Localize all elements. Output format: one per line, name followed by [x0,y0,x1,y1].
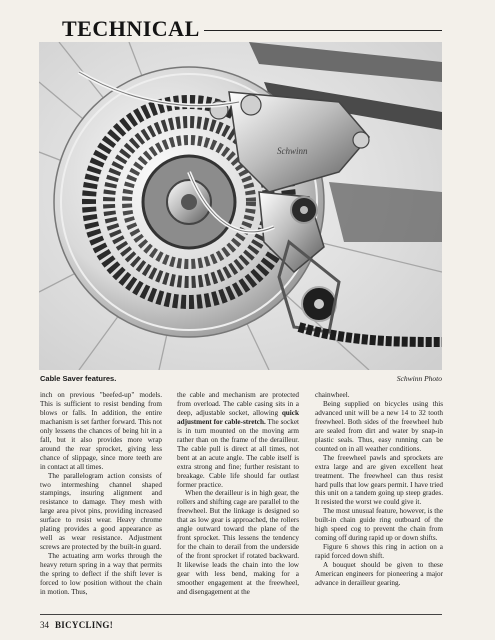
paragraph: The freewheel pawls and sprockets are extra large and are given excellent heat treatment. The freewheel can thus resist hard pulls that low gears permit. I have tried this unit on a tandem going up steep grades. It resisted the worst we could give it. [315,453,443,507]
paragraph: When the derailleur is in high gear, the rollers and shifting cage are parallel to the freewheel. But the linkage is designed so that as low gear is approached, the rollers angle outward toward the plane of the front sprocket. This lessens the tendency for the chain to derail from the underside of the front sprocket if rotated backward. It likewise leads the chain into the low gear with less bend, making for a smoother engagement at the freewheel, and disengagement at the [177,489,299,596]
paragraph: A bouquet should be given to these American engineers for pioneering a major advance in derailleur gearing. [315,561,443,588]
paragraph [177,391,299,489]
paragraph: Being supplied on bicycles using this advanced unit will be a new 14 to 32 tooth freewheel. Both sides of the freewheel hub are sealed from dirt and water by snap-in plastic seals. Thus, easy running can be counted on in all weather conditions. [315,399,443,453]
paragraph: The most unusual feature, however, is the built-in chain guide ring outboard of the high speed cog to prevent the chain from coming off during rapid up or down shifts. [315,507,443,543]
section-header [62,14,442,44]
page-footer [40,620,113,630]
derailleur-photo [39,42,442,370]
paragraph: The actuating arm works through the heavy return spring in a way that permits the spring to deflect if the shift lever is forced to low position without the chain in motion. Thus, [40,552,162,596]
paragraph: Figure 6 shows this ring in action on a rapid forced down shift. [315,543,443,561]
article-column-1 [40,391,162,597]
schwinn-engraving: Schwinn [277,146,308,156]
paragraph: chainwheel. [315,391,350,399]
text-run: The socket is in turn mounted on the moving arm rather than on the frame of the derailleur. The cable pull is direct at all times, not bent at an acute angle. The cable itself is extra strong and fine; further resistant to breakage. Cable life should far outlast former practice. [177,417,299,489]
section-title: TECHNICAL [62,16,204,42]
text-run: the cable and mechanism are protected from overload. The cable casing sits in a deep, adjustable socket, allowing [177,391,299,417]
paragraph: inch on previous "beefed-up" models. This is sufficient to resist bending from blows or falls. In addition, the entire machanism is set farther forward. This not only lessens the chances of being hit in a fall, but it also provides more wrap around the rear sprocket, giving less chance of slippage, since more teeth are in contact at all times. [40,391,162,471]
footer-rule [40,614,442,615]
article-column-3 [315,391,443,588]
bold-phrase: quick adjustment for cable-stretch. [177,408,299,426]
derailleur-illustration [39,42,442,370]
magazine-name: BICYCLING! [55,620,114,630]
photo-caption: Cable Saver features. [40,374,117,383]
paragraph: The parallelogram action consists of two intermeshing channel shaped stampings, insuring alignment and resistance to damage. They mesh with large area pivot pins, providing increased surface to resist wear. Heavy chrome plating provides a good appearance as well as wear resistance. Adjustment screws are protected by the built-in guard. [40,471,162,552]
page-number: 34 [40,620,49,630]
article-column-2 [177,391,299,597]
photo-credit: Schwinn Photo [396,374,442,383]
